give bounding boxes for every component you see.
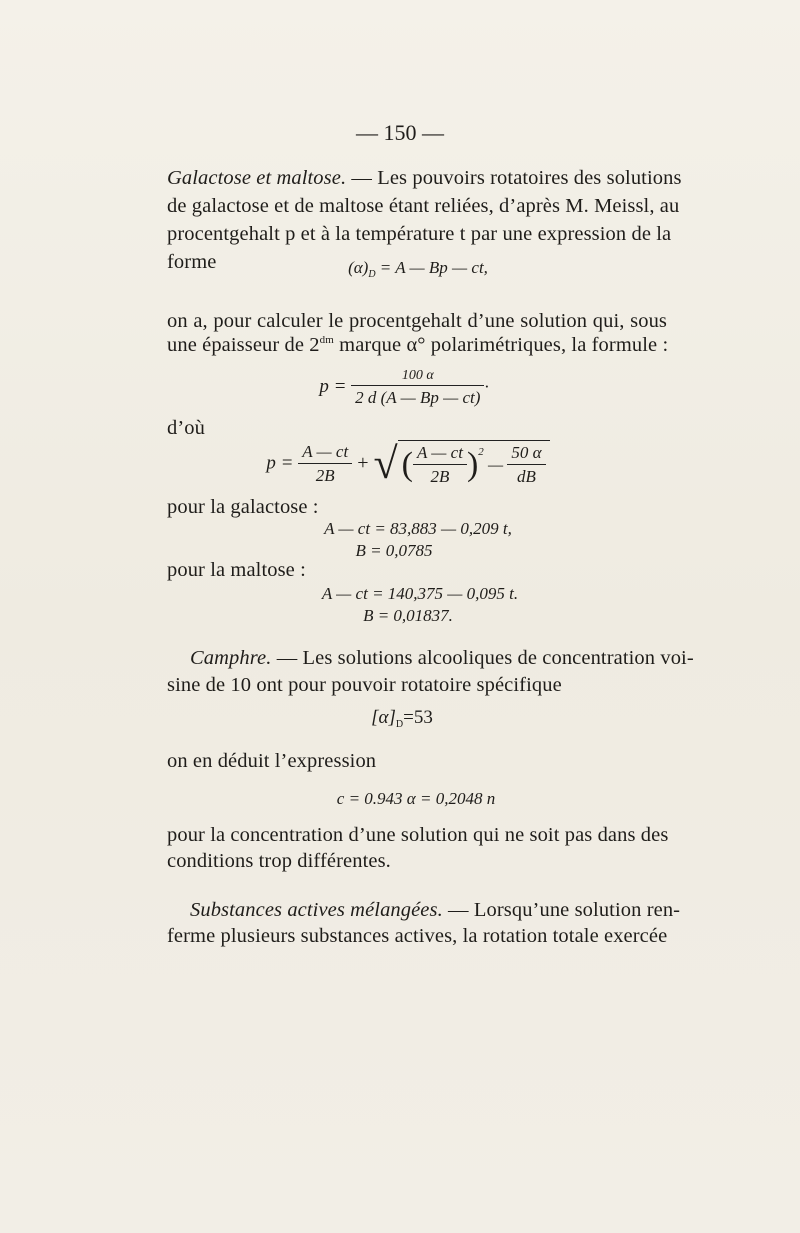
para2-line1: on a, pour calculer le procentgehalt d’une solution qui, sous: [167, 310, 667, 332]
subst-line1: Substances actives mélangées. — Lorsqu’une solution ren-: [190, 899, 681, 921]
formula-procentgehalt: p = $\frac{100 \alpha}{2 d (A — Bp — ct)}$ ·: [319, 368, 489, 407]
formula-concentration: c = 0.943 α = 0,2048 n: [336, 789, 496, 808]
para1-line1: Galactose et maltose. — Les pouvoirs rotatoires des solutions: [167, 167, 682, 189]
subst-line2: ferme plusieurs substances actives, la rotation totale exercée: [167, 925, 668, 947]
formula-specific-rotation: $[\alpha]_D=53$: [371, 707, 433, 730]
camphre-line2: sine de 10 ont pour pouvoir rotatoire spécifique: [167, 674, 562, 696]
page-number: — 150 —: [356, 120, 444, 145]
formula-rotatory-power: $(\alpha)_D = A$ — Bp — ct,: [348, 258, 488, 280]
conc-line1: pour la concentration d’une solution qui ne soit pas dans des: [167, 824, 669, 846]
deduit-line: on en déduit l’expression: [167, 750, 377, 772]
formula-solution-p: p = $\frac{A — ct}{2B}$ + √ ( $\frac{A — ct}{2B}$ )$^2$ — $\frac{50 \alpha}{dB}$: [8, 440, 800, 487]
maltose-formula-1: A — ct = 140,375 — 0,095 t.: [321, 584, 519, 603]
heading-galactose-maltose: Galactose et maltose.: [167, 167, 347, 189]
para2-line2: une épaisseur de $2^{dm}$ marque α° polarimétriques, la formule :: [167, 334, 669, 356]
galactose-formula-2: B = 0,0785: [355, 541, 433, 560]
dou-label: d’où: [167, 417, 205, 439]
heading-substances: Substances actives mélangées.: [190, 899, 443, 921]
galactose-label: pour la galactose :: [167, 496, 319, 518]
square-root: √ ( $\frac{A — ct}{2B}$ )$^2$ — $\frac{50 \alpha}{dB}$: [373, 440, 549, 487]
para1-line2: de galactose et de maltose étant reliées, d’après M. Meissl, au: [167, 195, 680, 217]
heading-camphre: Camphre.: [190, 647, 272, 669]
maltose-label: pour la maltose :: [167, 559, 306, 581]
para1-line3: procentgehalt p et à la température t par une expression de la: [167, 223, 672, 245]
galactose-formula-1: A — ct = 83,883 — 0,209 t,: [324, 519, 512, 538]
maltose-formula-2: B = 0,01837.: [363, 606, 453, 625]
conc-line2: conditions trop différentes.: [167, 850, 391, 872]
camphre-line1: Camphre. — Les solutions alcooliques de concentration voi-: [190, 647, 694, 669]
para1-line4: forme: [167, 251, 217, 273]
radical-sign-icon: √: [373, 438, 398, 488]
